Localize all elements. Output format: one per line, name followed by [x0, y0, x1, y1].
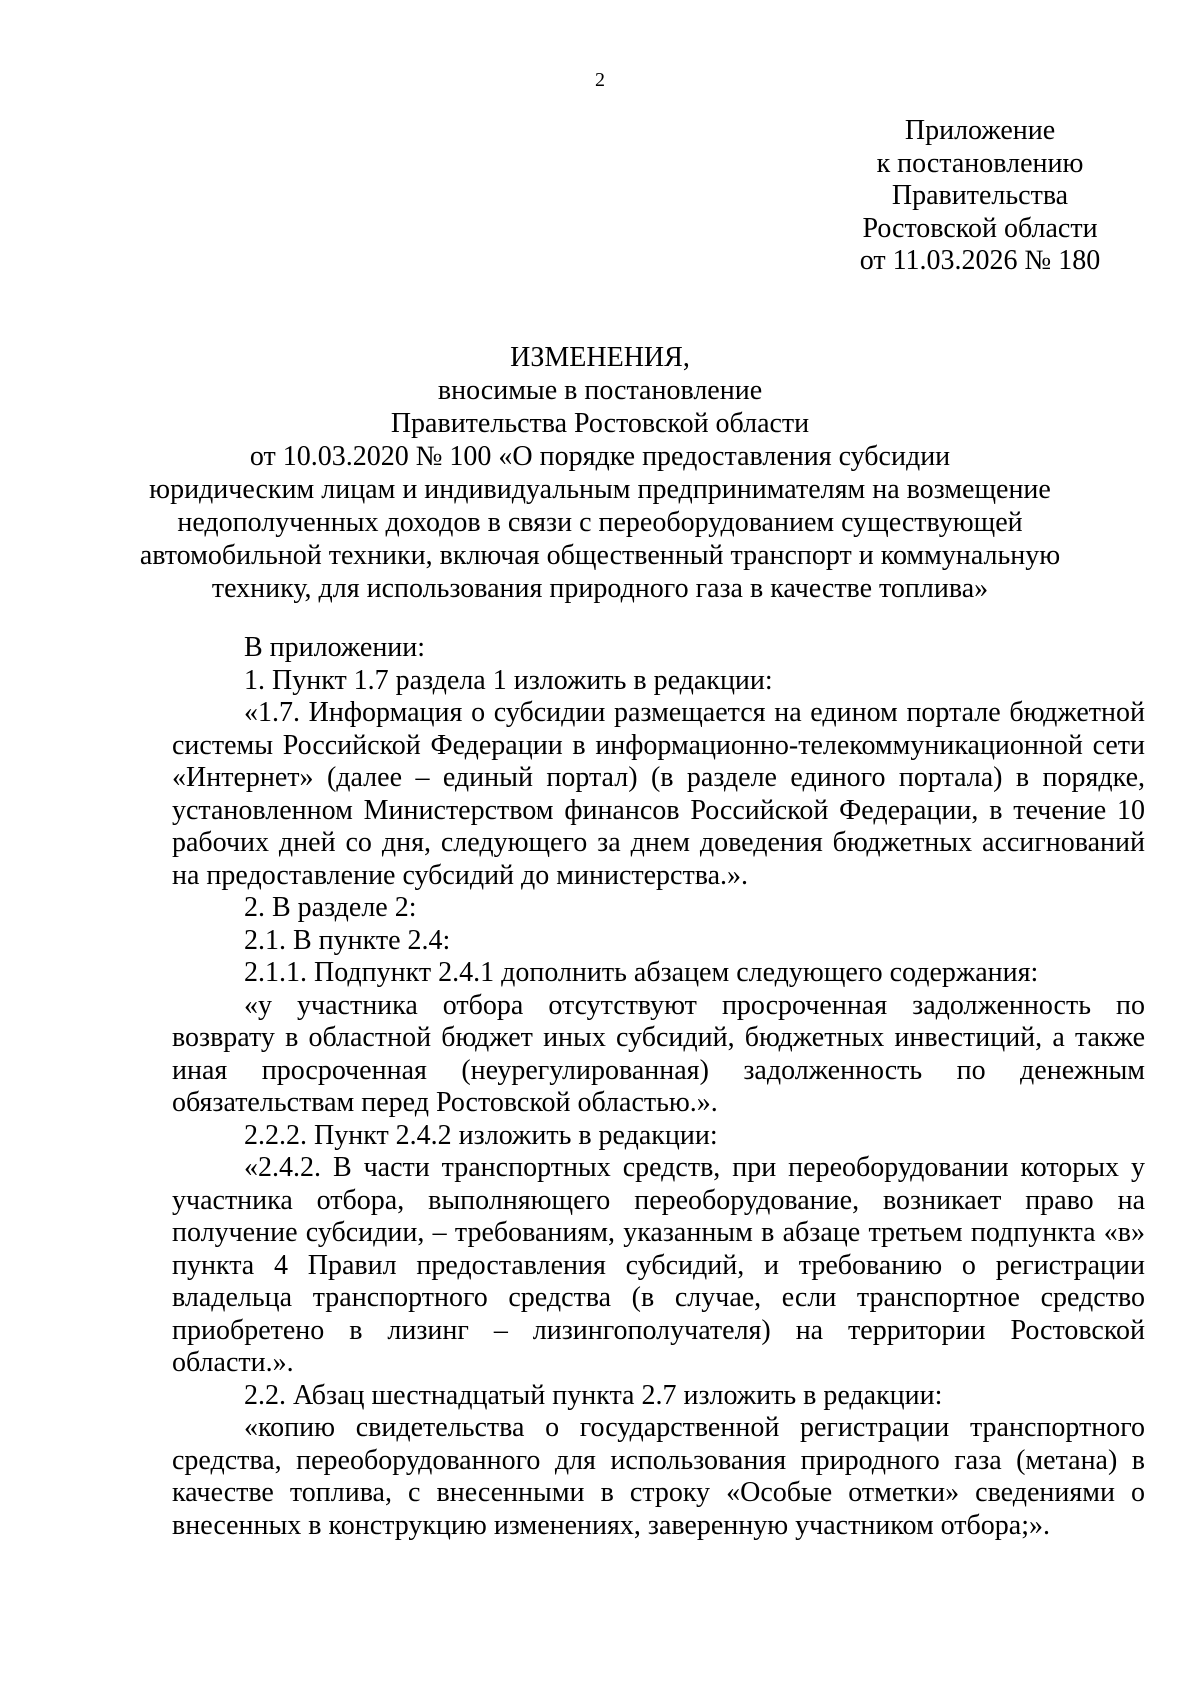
title-line: вносимые в постановление [437, 375, 763, 406]
page-number: 2 [595, 69, 605, 91]
title-line: технику, для использования природного газа в качестве топлива» [211, 573, 989, 604]
body-paragraph: 2.1. В пункте 2.4: [244, 924, 451, 956]
body-paragraph: «1.7. Информация о субсидии размещается на едином портале бюджетной системы Российской Федерации в информационно-телекоммуникационной сети «Интернет» (далее – единый портал) (в разделе единого портала) в порядке, установленном Министерством финансов Российской Федерации, в течение 10 рабочих дней со дня, следующего за днем доведения бюджетных ассигнований на предоставление субсидий до министерства.». [172, 697, 1145, 891]
appendix-header [830, 115, 1130, 278]
title-line: автомобильной техники, включая общественный транспорт и коммунальную [139, 540, 1061, 571]
body-paragraph: «копию свидетельства о государственной регистрации транспортного средства, переоборудованного для использования природного газа (метана) в качестве топлива, с внесенными в строку «Особые отметки» сведениями о внесенных в конструкцию изменениях, заверенную участником отбора;». [172, 1412, 1145, 1541]
body-paragraph: 2.1.1. Подпункт 2.4.1 дополнить абзацем следующего содержания: [244, 957, 1039, 988]
appendix-line: Правительства [891, 180, 1069, 211]
body-paragraph: 2.2.2. Пункт 2.4.2 изложить в редакции: [244, 1119, 718, 1151]
appendix-line: Ростовской области [862, 212, 1098, 244]
body-paragraph: «2.4.2. В части транспортных средств, при переоборудовании которых у участника отбора, выполняющего переоборудование, возникает право на получение субсидии, – требованиям, указанным в абзаце третьем подпункта «в» пункта 4 Правил предоставления субсидий, и требованию о регистрации владельца транспортного средства (в случае, если транспортное средство приобретено в лизинг – лизингополучателя) на территории Ростовской области.». [172, 1152, 1145, 1378]
document-title [100, 341, 1100, 605]
body-paragraph: В приложении: [244, 632, 426, 663]
body-paragraph: 2.2. Абзац шестнадцатый пункта 2.7 изложить в редакции: [244, 1379, 943, 1411]
body-paragraph: 2. В разделе 2: [244, 892, 417, 923]
title-heading: ИЗМЕНЕНИЯ, [510, 342, 690, 373]
appendix-line: Приложение [904, 115, 1056, 146]
title-line: от 10.03.2020 № 100 «О порядке предоставления субсидии [249, 441, 951, 472]
appendix-line: от 11.03.2026 № 180 [859, 245, 1101, 276]
title-line: Правительства Ростовской области [390, 408, 810, 439]
body-paragraph: «у участника отбора отсутствуют просроченная задолженность по возврату в областной бюджет иных субсидий, бюджетных инвестиций, а также иная просроченная (неурегулированная) задолженность по денежным обязательствам перед Ростовской областью.». [172, 989, 1145, 1118]
title-line: недополученных доходов в связи с переоборудованием существующей [177, 507, 1023, 538]
appendix-line: к постановлению [876, 147, 1084, 179]
title-line: юридическим лицам и индивидуальным предпринимателям на возмещение [149, 474, 1051, 505]
document-body [172, 632, 1145, 1542]
body-paragraph: 1. Пункт 1.7 раздела 1 изложить в редакции: [244, 664, 773, 696]
